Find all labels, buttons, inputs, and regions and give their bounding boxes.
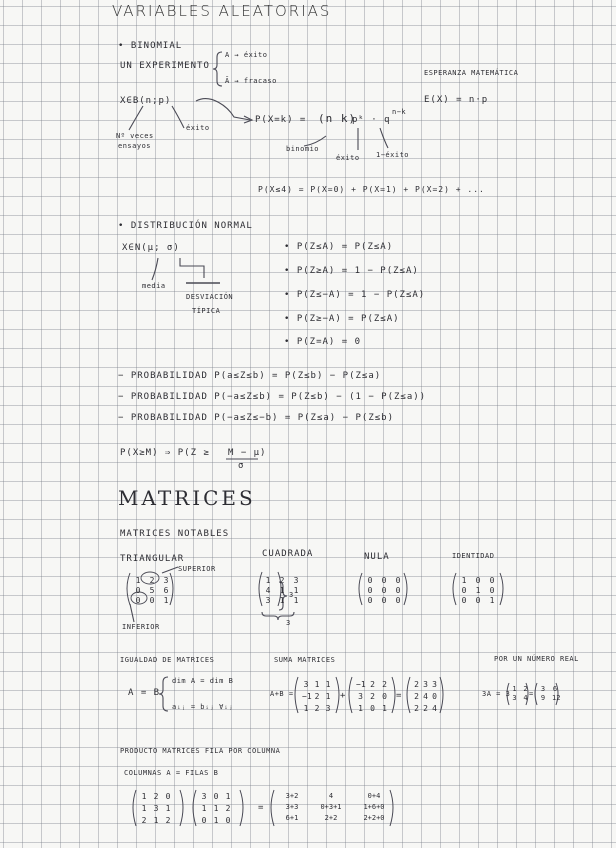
lbl-col-fila: COLUMNAS A = FILAS B [124, 769, 219, 777]
binomial-pk: pᵏ · q [352, 115, 391, 125]
matrix-cell: 3 [540, 685, 546, 693]
lbl-cuadrada: CUADRADA [262, 549, 314, 559]
matrix-prod-c [278, 792, 392, 822]
matrix-cell: 0 [381, 586, 387, 595]
page-title: VARIABLES ALEATORIAS [112, 2, 332, 20]
lbl-tipica: TÍPICA [192, 307, 221, 315]
matrix-cell: 1 [314, 680, 320, 689]
lbl-superior: SUPERIOR [178, 565, 216, 573]
matrix-cell: 3 [358, 692, 363, 701]
plus-sign: + [340, 691, 347, 701]
matrix-cell: 3 [153, 804, 159, 813]
matrix-cell: 0 [489, 576, 495, 585]
matrix-cell: 6+1 [285, 814, 299, 822]
matrix-cell: 0 [149, 596, 155, 605]
matrix-cell: 0 [475, 576, 481, 585]
binomial-exp: n−k [392, 108, 407, 116]
matrix-cell: 1 [512, 685, 517, 693]
lbl-por-real: POR UN NÚMERO REAL [494, 655, 579, 663]
matrix-cell: 1 [201, 804, 207, 813]
normal-prop-5: • P(Z=A) = 0 [284, 337, 362, 347]
prob-line-1: − PROBABILIDAD P(a≤Z≤b) = P(Z≤b) − P(Z≤a) [118, 371, 382, 381]
matrix-cell: 4 [523, 694, 528, 702]
matrix-cell: 0 [432, 692, 437, 701]
matrix-cell: 4 [432, 704, 437, 713]
matrix-cell: 2 [370, 680, 375, 689]
matrix-triangular [134, 576, 170, 605]
matrix-cell: 0 [461, 596, 467, 605]
matrix-nula [366, 576, 402, 605]
outcome-brace [213, 52, 222, 86]
matrix-cell: 3 [303, 680, 309, 689]
matrix-cell: 0 [395, 576, 401, 585]
matrix-cell: 0 [213, 792, 219, 801]
matrix-cell: 2 [153, 792, 159, 801]
matrix-cell: 1 [165, 804, 171, 813]
lbl-nula: NULA [364, 552, 390, 562]
matrix-cell: 1 [461, 576, 467, 585]
matrix-cell: 1 [279, 596, 285, 605]
n-label-2: ensayos [118, 142, 152, 150]
lbl-exito: éxito [336, 154, 360, 162]
matrix-cell: −1 [302, 692, 312, 701]
outcome-failure: Ā → fracaso [225, 77, 277, 85]
matrix-cell: 3 [512, 694, 517, 702]
matrix-identidad [460, 576, 496, 605]
binomial-formula-lhs: P(X=k) = [255, 115, 307, 125]
matrix-cell: 9 [540, 694, 546, 702]
matrix-cell: 2 [414, 680, 419, 689]
n-label: Nº veces [116, 132, 154, 140]
matrix-cell: 1 [293, 596, 299, 605]
matrix-cell: 2 [382, 680, 387, 689]
matrix-suma-c [413, 680, 438, 713]
matrices-subtitle: MATRICES NOTABLES [120, 529, 230, 539]
matrix-cell: 2 [314, 692, 320, 701]
matrix-cell: 2+2+0 [363, 814, 385, 822]
matrix-cell: 1 [382, 704, 387, 713]
equals-sign-2: = [529, 690, 534, 698]
matrix-cell: 3 [423, 680, 428, 689]
matrix-cell: 1 [265, 576, 271, 585]
lbl-producto: PRODUCTO MATRICES FILA POR COLUMNA [120, 747, 281, 755]
matrix-cell: 0 [367, 586, 373, 595]
tipificar-num: M − μ [228, 448, 261, 458]
matrix-cell: 2 [370, 692, 375, 701]
matrix-cell: −1 [356, 680, 366, 689]
equals-sign: = [396, 691, 403, 701]
lbl-identidad: IDENTIDAD [452, 552, 495, 560]
matrix-cell: 3+2 [285, 792, 299, 800]
normal-prop-2: • P(Z≥A) = 1 − P(Z≤A) [284, 266, 419, 276]
matrix-cell: 2 [149, 576, 155, 585]
igualdad-cond-1: dim A = dim B [172, 677, 234, 685]
lbl-media: media [142, 282, 166, 290]
matrix-cell: 0 [367, 596, 373, 605]
matrix-prod-a [140, 792, 172, 825]
matrix-suma-b [356, 680, 389, 713]
matrix-cell: 4 [265, 586, 271, 595]
normal-prop-4: • P(Z≥−A) = P(Z≤A) [284, 314, 400, 324]
matrix-cell: 2 [314, 704, 320, 713]
expectation-formula: E(X) = n·p [424, 95, 489, 105]
normal-prop-3: • P(Z≤−A) = 1 − P(Z≤A) [284, 290, 426, 300]
sigma-arrow [180, 258, 204, 278]
matrix-suma-a [302, 680, 332, 713]
super-arrow [162, 567, 178, 573]
matrix-cell: 1 [213, 804, 219, 813]
matrix-cell: 2 [141, 816, 147, 825]
matrix-cuadrada [264, 576, 300, 605]
mu-arrow [152, 258, 158, 280]
p-arrow [172, 106, 184, 128]
matrix-cell: 3 [163, 576, 169, 585]
fracaso-arrow [380, 128, 388, 148]
matrices-title: MATRICES [118, 486, 256, 510]
igualdad-lhs: A = B [128, 688, 161, 698]
matrix-cell: 0 [135, 586, 141, 595]
matrix-cell: 12 [552, 694, 561, 702]
matrix-cell: 2 [225, 804, 231, 813]
matrix-cell: 2 [279, 576, 285, 585]
matrix-cell: 2 [523, 685, 528, 693]
matrix-cell: 1 [279, 586, 285, 595]
matrix-cell: 0 [225, 816, 231, 825]
matrix-cell: 0 [461, 586, 467, 595]
lbl-igualdad: IGUALDAD DE MATRICES [120, 656, 215, 664]
n-arrow [129, 106, 143, 130]
matrix-por-2 [540, 685, 561, 702]
matrix-cell: 2 [414, 704, 419, 713]
matrix-cell: 1 [358, 704, 363, 713]
matrix-cell: 0 [395, 586, 401, 595]
matrix-por-1 [512, 685, 528, 702]
formula-arrow [196, 99, 250, 120]
matrix-cell: 3 [201, 792, 207, 801]
matrix-cell: 4 [328, 792, 334, 800]
por-expr: 3A = 3 [482, 690, 511, 698]
matrix-cell: 3+3 [285, 803, 299, 811]
lbl-triangular: TRIANGULAR [120, 554, 185, 564]
matrix-cell: 1 [141, 792, 147, 801]
lbl-fracaso: 1−éxito [376, 151, 410, 159]
matrix-prod-b [200, 792, 232, 825]
binomial-notation: X∈B(n;p) [120, 96, 172, 106]
lbl-binomio: binomio [286, 145, 320, 153]
matrix-cell: 0 [201, 816, 207, 825]
binomial-bullet: • BINOMIAL [118, 41, 183, 51]
tipificar-close: ) [260, 448, 267, 458]
expectation-label: ESPERANZA MATEMÁTICA [424, 69, 519, 77]
suma-lhs: A+B = [270, 690, 294, 698]
matrix-cell: 0 [165, 792, 171, 801]
matrix-cell: 1 [475, 586, 481, 595]
matrix-cell: 0 [475, 596, 481, 605]
matrix-cell: 1 [141, 804, 147, 813]
matrix-cell: 6 [163, 586, 169, 595]
matrix-cell: 1 [325, 692, 331, 701]
matrix-cell: 0+3+1 [320, 803, 342, 811]
matrix-cell: 1 [293, 586, 299, 595]
cuad-cols: 3 [286, 619, 291, 627]
matrix-cell: 0 [367, 576, 373, 585]
matrix-cell: 1 [225, 792, 231, 801]
outcome-success: A → éxito [225, 51, 268, 59]
matrix-cell: 1+6+0 [363, 803, 385, 811]
matrix-cell: 0 [382, 692, 387, 701]
matrix-cell: 0 [370, 704, 375, 713]
lbl-desviacion: DESVIACIÓN [186, 293, 234, 301]
matrix-cell: 2 [165, 816, 171, 825]
normal-bullet: • DISTRIBUCIÓN NORMAL [118, 221, 253, 231]
matrix-cell: 1 [153, 816, 159, 825]
matrix-cell: 1 [325, 680, 331, 689]
matrix-cell: 1 [163, 596, 169, 605]
matrix-cell: 0 [395, 596, 401, 605]
matrix-cell: 1 [213, 816, 219, 825]
matrix-cell: 1 [303, 704, 309, 713]
matrix-cell: 2 [414, 692, 419, 701]
matrix-cell: 0 [381, 596, 387, 605]
matrix-cell: 5 [149, 586, 155, 595]
matrix-cell: 2+2 [324, 814, 338, 822]
p-label: éxito [186, 124, 210, 132]
matrix-cell: 0 [135, 596, 141, 605]
igualdad-cond-2: aᵢⱼ = bᵢⱼ ∀ᵢⱼ [172, 703, 234, 711]
prob-line-3: − PROBABILIDAD P(−a≤Z≤−b) = P(Z≤a) − P(Z≤b) [118, 413, 394, 423]
equals-sign-3: = [258, 803, 265, 813]
matrix-cell: 3 [432, 680, 437, 689]
inf-arrow [130, 604, 134, 622]
matrix-cell: 3 [325, 704, 331, 713]
matrix-cell: 6 [552, 685, 558, 693]
matrix-cell: 3 [293, 576, 299, 585]
normal-notation: X∈N(μ; σ) [122, 243, 180, 253]
tipificar-lhs: P(X≥M) ⇒ P(Z ≥ [120, 448, 210, 458]
cuad-rows: 3 [289, 591, 294, 599]
matrix-cell: 4 [423, 692, 428, 701]
cumulative-formula: P(X≤4) = P(X=0) + P(X=1) + P(X=2) + ... [258, 185, 485, 194]
matrix-cell: 1 [135, 576, 141, 585]
prob-line-2: − PROBABILIDAD P(−a≤Z≤b) = P(Z≤b) − (1 − P(Z≤a)) [118, 392, 427, 402]
ig-brace [159, 677, 168, 711]
matrix-cell: 0+4 [367, 792, 381, 800]
matrix-cell: 1 [489, 596, 495, 605]
normal-prop-1: • P(Z≤A) = P(Z≤A) [284, 242, 394, 252]
tipificar-den: σ [238, 461, 245, 471]
matrix-cell: 2 [423, 704, 428, 713]
experiment-text: UN EXPERIMENTO [120, 61, 210, 71]
lbl-inferior: INFERIOR [122, 623, 160, 631]
matrix-cell: 0 [489, 586, 495, 595]
matrix-cell: 0 [381, 576, 387, 585]
binomial-coef: (n k) [318, 112, 357, 125]
lbl-suma: SUMA MATRICES [274, 656, 336, 664]
matrix-cell: 3 [265, 596, 271, 605]
